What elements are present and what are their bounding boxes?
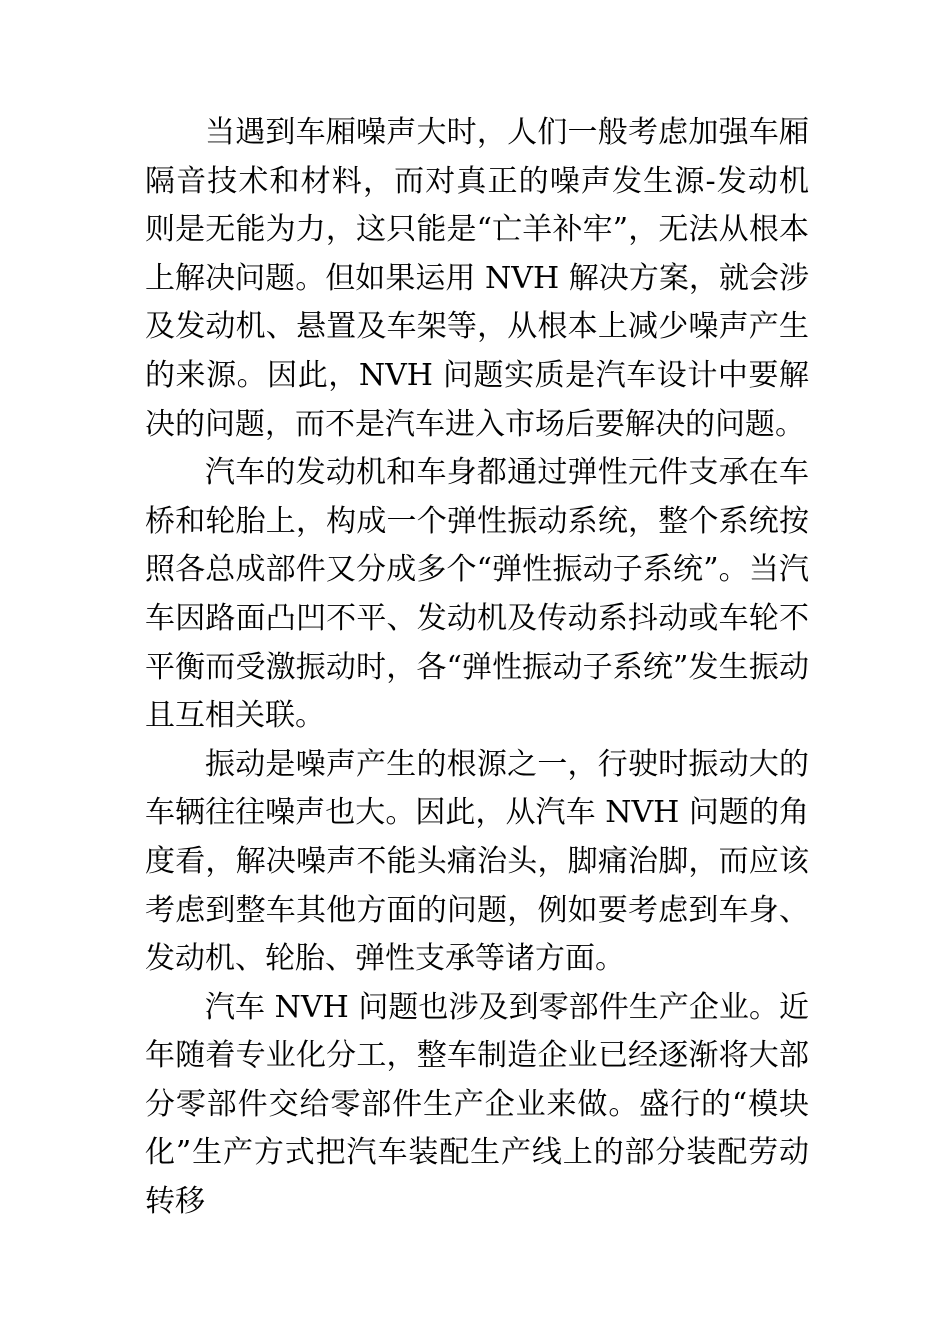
document-page <box>145 109 809 1227</box>
paragraph-1: 当遇到车厢噪声大时，人们一般考虑加强车厢隔音技术和材料，而对真正的噪声发生源-发动机则是无能为力，这只能是“亡羊补牢”，无法从根本上解决问题。但如果运用 NVH 解决方案，就会涉及发动机、悬置及车架等，从根本上减少噪声产生的来源。因此，NVH 问题实质是汽车设计中要解决的问题，而不是汽车进入市场后要解决的问题。 <box>145 115 809 442</box>
paragraph-3: 振动是噪声产生的根源之一，行驶时振动大的车辆往往噪声也大。因此，从汽车 NVH 问题的角度看，解决噪声不能头痛治头，脚痛治脚，而应该考虑到整车其他方面的问题，例如要考虑到车身、发动机、轮胎、弹性支承等诸方面。 <box>145 746 809 977</box>
paragraph-4: 汽车 NVH 问题也涉及到零部件生产企业。近年随着专业化分工，整车制造企业已经逐渐将大部分零部件交给零部件生产企业来做。盛行的“模块化”生产方式把汽车装配生产线上的部分装配劳动转移 <box>145 989 809 1220</box>
paragraph-2: 汽车的发动机和车身都通过弹性元件支承在车桥和轮胎上，构成一个弹性振动系统，整个系统按照各总成部件又分成多个“弹性振动子系统”。当汽车因路面凸凹不平、发动机及传动系抖动或车轮不平衡而受激振动时，各“弹性振动子系统”发生振动且互相关联。 <box>145 455 809 734</box>
